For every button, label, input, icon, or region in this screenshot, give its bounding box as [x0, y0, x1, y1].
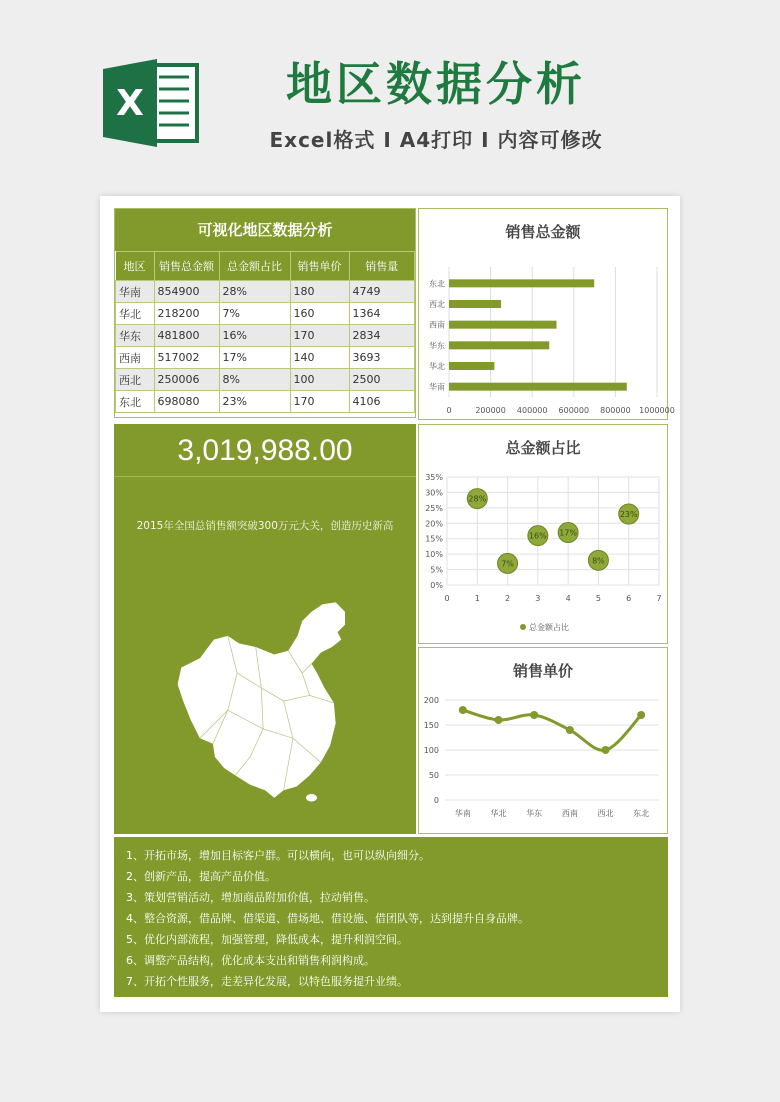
table-cell: 西南	[116, 347, 155, 369]
china-map-icon	[172, 594, 358, 808]
col-header-unit-price: 销售单价	[290, 252, 349, 281]
table-cell: 2834	[349, 325, 415, 347]
y-tick-label: 200	[423, 696, 439, 705]
x-tick-label: 5	[595, 594, 601, 603]
legend-marker	[520, 624, 526, 630]
table-header-row	[116, 252, 415, 281]
legend-label: 总金额占比	[529, 623, 569, 632]
x-tick-label: 200000	[475, 406, 506, 415]
series-line	[463, 710, 641, 750]
table-cell: 2500	[349, 369, 415, 391]
table-cell: 4749	[349, 281, 415, 303]
x-tick-label: 600000	[558, 406, 590, 415]
bar-chart	[419, 209, 675, 419]
table-cell: 1364	[349, 303, 415, 325]
table-cell: 170	[290, 391, 349, 413]
y-tick-label: 华北	[429, 362, 445, 371]
y-tick-label: 100	[423, 746, 439, 755]
table-cell: 东北	[116, 391, 155, 413]
table-cell: 16%	[219, 325, 290, 347]
excel-logo-letter: X	[116, 83, 144, 124]
bar	[449, 341, 549, 349]
data-label: 23%	[619, 510, 638, 520]
x-tick-label: 华南	[454, 809, 471, 818]
bar	[449, 383, 627, 391]
table-cell: 100	[290, 369, 349, 391]
x-tick-label: 1000000	[639, 406, 675, 415]
x-tick-label: 西北	[597, 809, 614, 818]
line-point	[637, 711, 645, 719]
data-label: 17%	[559, 528, 578, 538]
table-cell: 3693	[349, 347, 415, 369]
table-cell: 140	[290, 347, 349, 369]
list-item: 1、开拓市场，增加目标客户群。可以横向，也可以纵向细分。	[126, 849, 430, 862]
page-title: 地区数据分析	[286, 57, 586, 111]
table-title: 可视化地区数据分析	[115, 209, 415, 251]
y-tick-label: 150	[423, 721, 439, 730]
table-cell: 698080	[154, 391, 219, 413]
data-table-panel	[114, 208, 416, 418]
table-cell: 8%	[219, 369, 290, 391]
data-label: 28%	[468, 494, 487, 504]
table-cell: 4106	[349, 391, 415, 413]
table-cell: 西北	[116, 369, 155, 391]
y-tick-label: 35%	[425, 473, 443, 482]
bar	[449, 279, 594, 287]
y-tick-label: 10%	[425, 550, 443, 560]
x-tick-label: 华北	[490, 809, 507, 818]
line-chart-title: 销售单价	[512, 662, 573, 680]
data-label: 7%	[501, 559, 514, 569]
x-tick-label: 1	[474, 594, 480, 603]
excel-logo-icon	[103, 55, 199, 151]
table-cell: 481800	[154, 325, 219, 347]
col-header-region: 地区	[116, 252, 155, 281]
line-point	[459, 706, 467, 714]
table-cell: 28%	[219, 281, 290, 303]
list-item: 5、优化内部流程，加强管理，降低成本，提升利润空间。	[126, 933, 408, 946]
table-cell: 180	[290, 281, 349, 303]
y-tick-label: 0%	[430, 581, 443, 590]
table-cell: 华南	[116, 281, 155, 303]
page-subtitle: Excel格式 I A4打印 I 内容可修改	[269, 128, 603, 152]
x-tick-label: 0	[444, 594, 450, 603]
table-cell: 170	[290, 325, 349, 347]
table-row	[116, 281, 415, 303]
col-header-total-sales: 销售总金额	[154, 252, 219, 281]
strategy-notes-panel	[114, 837, 668, 997]
table-cell: 华北	[116, 303, 155, 325]
table-row	[116, 347, 415, 369]
x-tick-label: 0	[446, 406, 452, 415]
line-point	[495, 716, 503, 724]
a4-sheet	[100, 196, 680, 1012]
y-tick-label: 20%	[425, 519, 443, 529]
line-point	[602, 746, 610, 754]
bar	[449, 300, 501, 308]
bar	[449, 321, 557, 329]
y-tick-label: 东北	[429, 279, 445, 289]
data-table	[115, 251, 415, 413]
y-tick-label: 华南	[429, 382, 445, 392]
data-label: 16%	[528, 531, 547, 541]
list-item: 6、调整产品结构，优化成本支出和销售利润构成。	[126, 954, 375, 967]
table-cell: 160	[290, 303, 349, 325]
y-tick-label: 25%	[425, 503, 443, 513]
line-chart	[419, 648, 667, 833]
y-tick-label: 0	[433, 796, 439, 805]
col-header-volume: 销售量	[349, 252, 415, 281]
x-tick-label: 400000	[516, 406, 548, 415]
data-label: 8%	[592, 556, 605, 566]
total-summary-panel	[114, 424, 416, 834]
sales-total-chart-panel	[418, 208, 675, 420]
table-cell: 7%	[219, 303, 290, 325]
x-tick-label: 华东	[526, 809, 543, 818]
table-cell: 华东	[116, 325, 155, 347]
table-row	[116, 325, 415, 347]
table-cell: 517002	[154, 347, 219, 369]
y-tick-label: 15%	[425, 534, 443, 544]
scatter-chart	[419, 425, 667, 643]
bar-chart-title: 销售总金额	[505, 223, 581, 241]
table-row	[116, 303, 415, 325]
bar	[449, 362, 494, 370]
y-tick-label: 5%	[430, 565, 443, 575]
table-cell: 23%	[219, 391, 290, 413]
x-tick-label: 西南	[561, 809, 578, 818]
divider	[114, 476, 416, 477]
line-point	[530, 711, 538, 719]
y-tick-label: 华东	[429, 341, 445, 351]
col-header-share: 总金额占比	[219, 252, 290, 281]
list-item: 7、开拓个性服务，走差异化发展，以特色服务提升业绩。	[126, 975, 408, 988]
list-item: 3、策划营销活动，增加商品附加价值，拉动销售。	[126, 891, 375, 904]
share-chart-panel	[418, 424, 668, 644]
y-tick-label: 30%	[425, 488, 443, 498]
line-point	[566, 726, 574, 734]
y-tick-label: 西北	[429, 300, 445, 309]
table-cell: 218200	[154, 303, 219, 325]
x-tick-label: 7	[656, 594, 662, 603]
list-item: 2、创新产品，提高产品价值。	[126, 870, 276, 883]
y-tick-label: 50	[428, 771, 439, 780]
table-row	[116, 369, 415, 391]
table-row	[116, 391, 415, 413]
x-tick-label: 3	[535, 594, 541, 603]
table-cell: 250006	[154, 369, 219, 391]
x-tick-label: 东北	[633, 809, 650, 818]
list-item: 4、整合资源，借品牌、借渠道、借场地、借设施、借团队等，达到提升自身品牌。	[126, 912, 529, 925]
x-tick-label: 4	[565, 594, 571, 603]
x-tick-label: 2	[505, 594, 511, 603]
y-tick-label: 西南	[429, 320, 445, 330]
x-tick-label: 800000	[600, 406, 631, 415]
total-sales-note: 2015年全国总销售额突破300万元大关，创造历史新高	[136, 520, 394, 532]
unit-price-chart-panel	[418, 647, 668, 834]
table-cell: 854900	[154, 281, 219, 303]
notes-list	[114, 837, 668, 992]
table-cell: 17%	[219, 347, 290, 369]
x-tick-label: 6	[626, 594, 632, 603]
scatter-chart-title: 总金额占比	[505, 439, 581, 457]
total-sales-value: 3,019,988.00	[177, 434, 353, 467]
